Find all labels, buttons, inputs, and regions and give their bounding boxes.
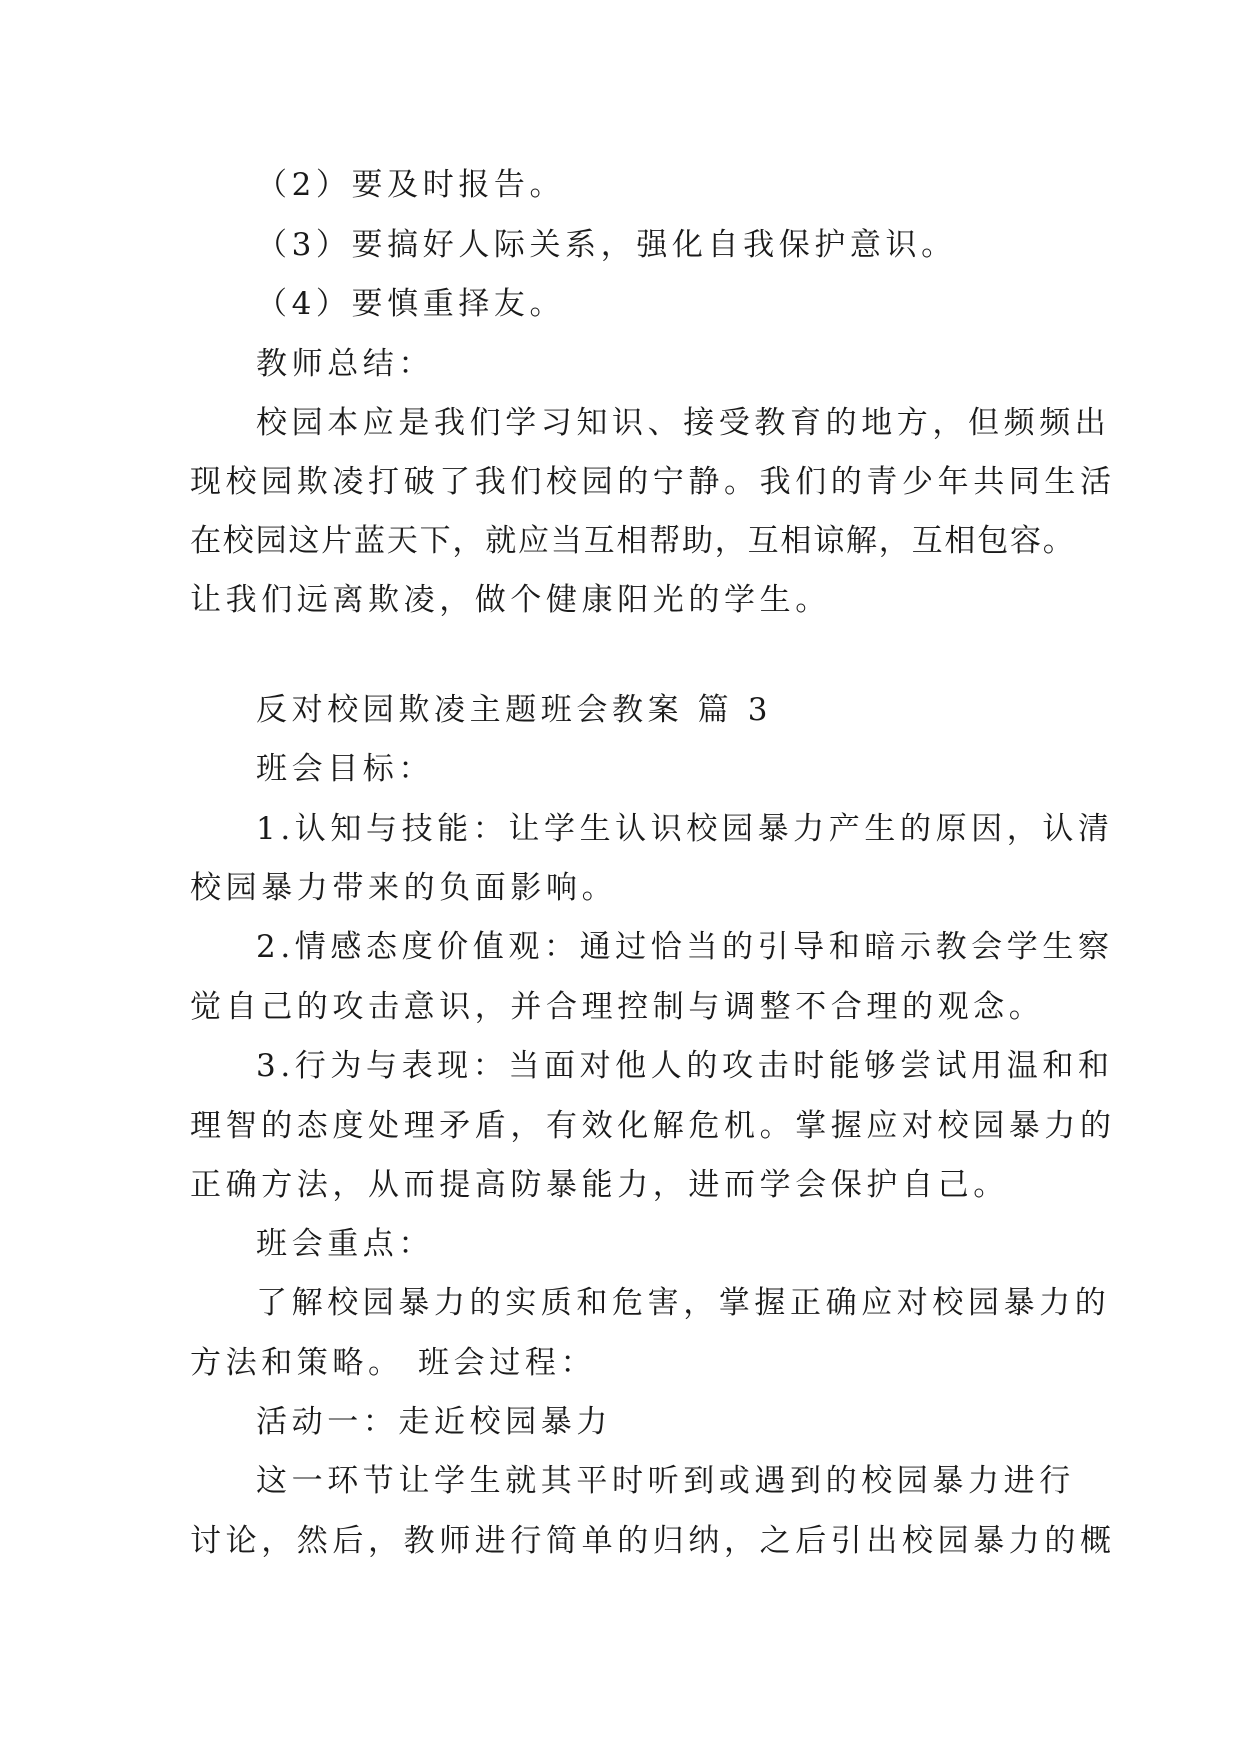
document-title: 反对校园欺凌主题班会教案 篇 3 [256,692,773,728]
paragraph-line: 校园暴力带来的负面影响。 [190,870,618,906]
paragraph-line: 讨论，然后，教师进行简单的归纳，之后引出校园暴力的概 [190,1523,1116,1559]
section-heading-goals: 班会目标： [256,751,434,787]
section-heading-activity-one: 活动一：走近校园暴力 [256,1404,612,1440]
paragraph-line: 正确方法，从而提高防暴能力，进而学会保护自己。 [190,1167,1009,1203]
paragraph-line: 了解校园暴力的实质和危害，掌握正确应对校园暴力的 [256,1285,1111,1321]
paragraph-line: 理智的态度处理矛盾，有效化解危机。掌握应对校园暴力的 [190,1108,1116,1144]
paragraph-line: 觉自己的攻击意识，并合理控制与调整不合理的观念。 [190,989,1045,1025]
paragraph-line: 2.情感态度价值观：通过恰当的引导和暗示教会学生察 [256,929,1114,965]
paragraph-line: 让我们远离欺凌，做个健康阳光的学生。 [190,582,831,618]
section-heading-key-points: 班会重点： [256,1226,434,1262]
paragraph-line: 在校园这片蓝天下，就应当互相帮助，互相谅解，互相包容。 [190,523,1076,559]
paragraph-line: 这一环节让学生就其平时听到或遇到的校园暴力进行 [256,1463,1075,1499]
list-item-4: （4）要慎重择友。 [256,286,566,322]
list-item-3: （3）要搞好人际关系，强化自我保护意识。 [256,227,957,263]
paragraph-line: 现校园欺凌打破了我们校园的宁静。我们的青少年共同生活 [190,464,1116,500]
paragraph-line: 3.行为与表现：当面对他人的攻击时能够尝试用温和和 [256,1048,1114,1084]
paragraph-line: 方法和策略。 班会过程： [190,1345,597,1381]
list-item-2: （2）要及时报告。 [256,167,566,203]
section-heading-teacher-summary: 教师总结： [256,346,434,382]
paragraph-line: 校园本应是我们学习知识、接受教育的地方，但频频出 [256,405,1111,441]
paragraph-line: 1.认知与技能：让学生认识校园暴力产生的原因，认清 [256,811,1114,847]
